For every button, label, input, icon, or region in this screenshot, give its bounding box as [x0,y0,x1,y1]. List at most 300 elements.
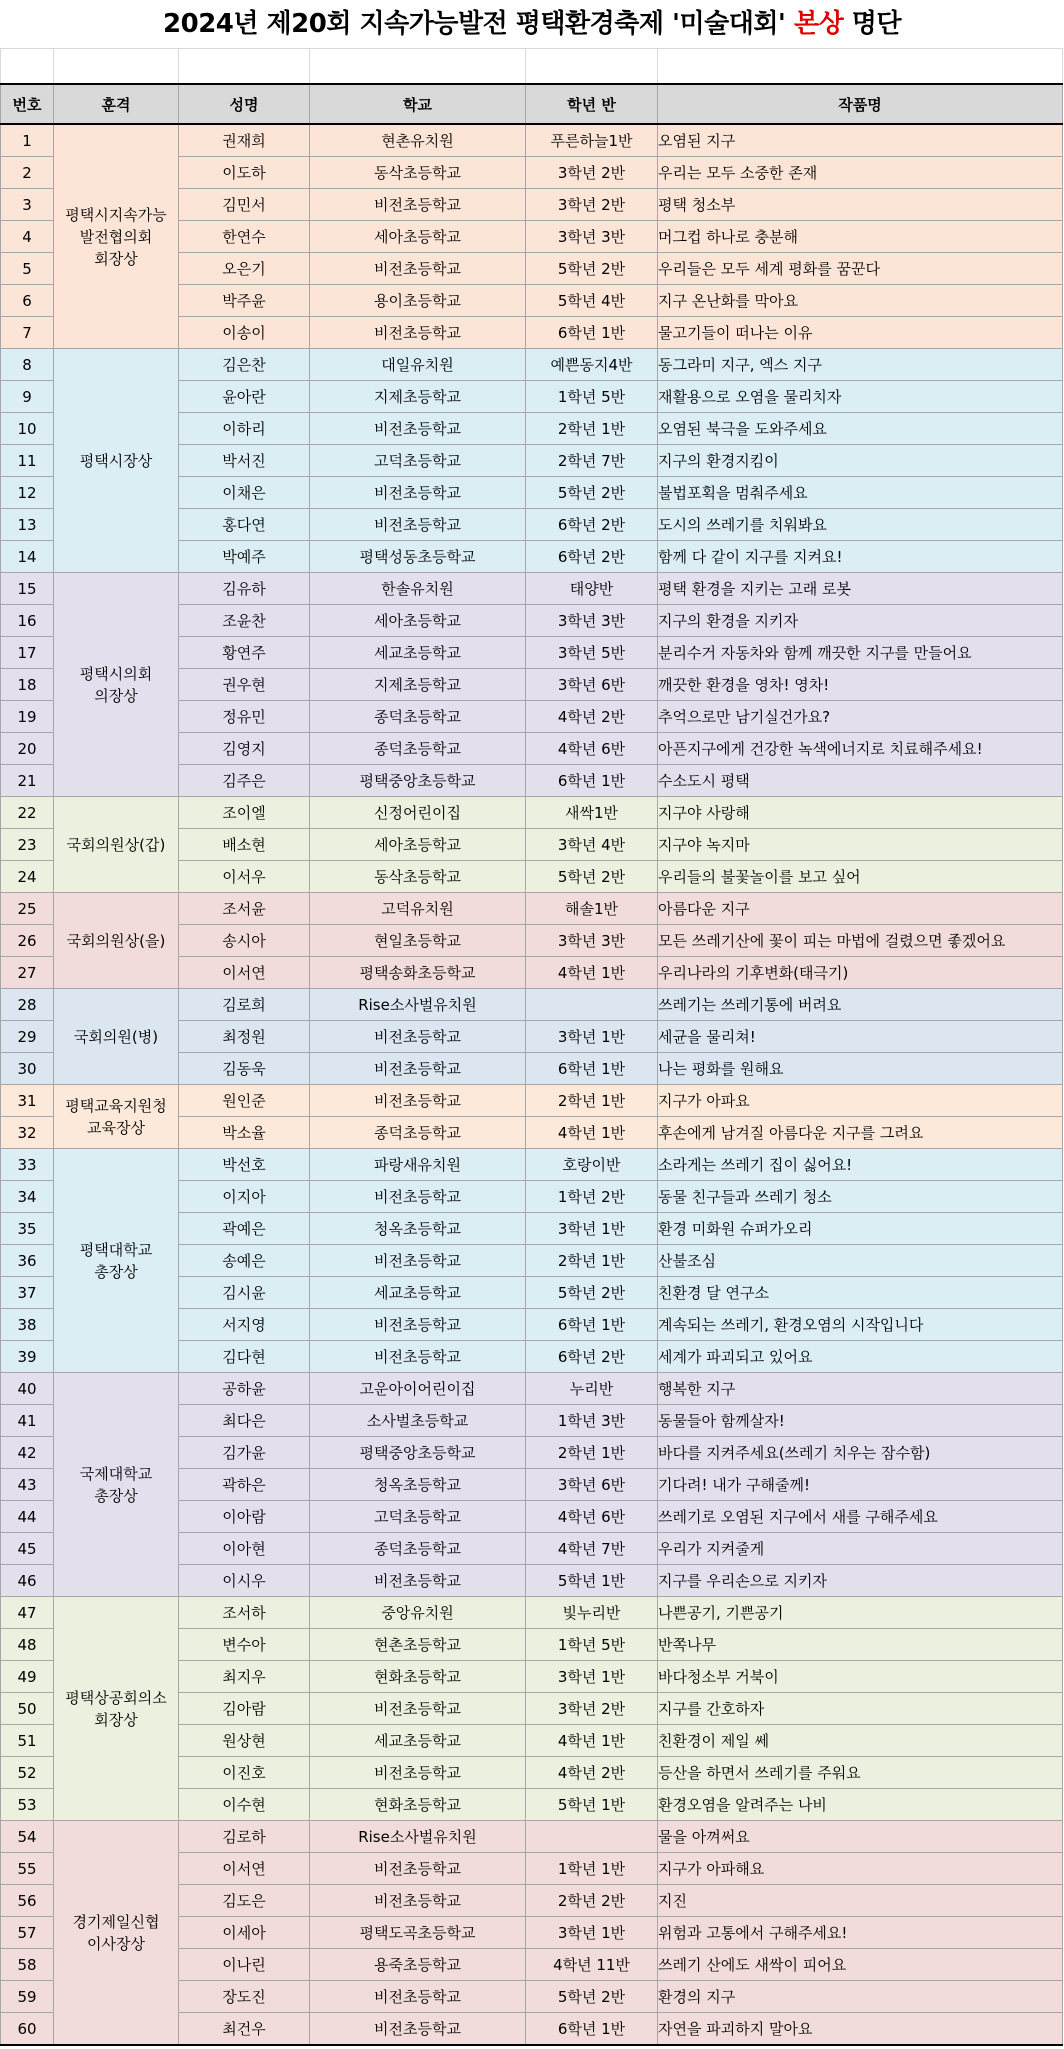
school-cell: 현촌유치원 [310,124,526,157]
number-cell: 32 [1,1117,54,1149]
grade-class-cell [526,989,658,1021]
artwork-title-cell: 아픈지구에게 건강한 녹색에너지로 치료해주세요! [658,733,1063,765]
school-cell: Rise소사벌유치원 [310,1821,526,1853]
school-cell: 평택도곡초등학교 [310,1917,526,1949]
name-cell: 공하윤 [179,1373,310,1405]
award-table [0,48,1063,2046]
name-cell: 조서윤 [179,893,310,925]
header-award: 훈격 [54,84,179,124]
number-cell: 25 [1,893,54,925]
award-cell: 국회의원상(을) [54,893,179,989]
artwork-title-cell: 환경오염을 알려주는 나비 [658,1789,1063,1821]
name-cell: 김유하 [179,573,310,605]
name-cell: 이서연 [179,957,310,989]
number-cell: 28 [1,989,54,1021]
artwork-title-cell: 지구가 아파요 [658,1085,1063,1117]
award-cell: 평택시지속가능 발전협의회 회장상 [54,124,179,349]
name-cell: 황연주 [179,637,310,669]
artwork-title-cell: 나쁜공기, 기쁜공기 [658,1597,1063,1629]
artwork-title-cell: 쓰레기 산에도 새싹이 피어요 [658,1949,1063,1981]
number-cell: 55 [1,1853,54,1885]
grade-class-cell: 3학년 5반 [526,637,658,669]
artwork-title-cell: 지구를 간호하자 [658,1693,1063,1725]
grade-class-cell: 6학년 1반 [526,765,658,797]
school-cell: 종덕초등학교 [310,733,526,765]
artwork-title-cell: 모든 쓰레기산에 꽃이 피는 마법에 걸렸으면 좋겠어요 [658,925,1063,957]
number-cell: 43 [1,1469,54,1501]
artwork-title-cell: 등산을 하면서 쓰레기를 주워요 [658,1757,1063,1789]
name-cell: 김영지 [179,733,310,765]
school-cell: 고운아이어린이집 [310,1373,526,1405]
number-cell: 51 [1,1725,54,1757]
header-school: 학교 [310,84,526,124]
grade-class-cell: 2학년 7반 [526,445,658,477]
name-cell: 김로하 [179,1821,310,1853]
number-cell: 35 [1,1213,54,1245]
grade-class-cell: 3학년 1반 [526,1917,658,1949]
grade-class-cell: 1학년 3반 [526,1405,658,1437]
grade-class-cell: 1학년 5반 [526,381,658,413]
school-cell: 비전초등학교 [310,1085,526,1117]
school-cell: 대일유치원 [310,349,526,381]
grade-class-cell: 3학년 1반 [526,1213,658,1245]
artwork-title-cell: 평택 청소부 [658,189,1063,221]
school-cell: 비전초등학교 [310,1245,526,1277]
grade-class-cell: 새싹1반 [526,797,658,829]
grade-class-cell: 6학년 1반 [526,317,658,349]
grade-class-cell: 푸른하늘1반 [526,124,658,157]
school-cell: 지제초등학교 [310,669,526,701]
number-cell: 44 [1,1501,54,1533]
name-cell: 김주은 [179,765,310,797]
school-cell: 비전초등학교 [310,317,526,349]
artwork-title-cell: 산불조심 [658,1245,1063,1277]
number-cell: 5 [1,253,54,285]
school-cell: 고덕초등학교 [310,445,526,477]
grade-class-cell: 5학년 1반 [526,1789,658,1821]
school-cell: 종덕초등학교 [310,701,526,733]
school-cell: 비전초등학교 [310,413,526,445]
name-cell: 김다현 [179,1341,310,1373]
school-cell: 비전초등학교 [310,189,526,221]
number-cell: 60 [1,2013,54,2046]
number-cell: 17 [1,637,54,669]
name-cell: 조서하 [179,1597,310,1629]
number-cell: 52 [1,1757,54,1789]
grade-class-cell: 6학년 2반 [526,1341,658,1373]
artwork-title-cell: 소라게는 쓰레기 집이 싫어요! [658,1149,1063,1181]
school-cell: 비전초등학교 [310,1981,526,2013]
artwork-title-cell: 지구 온난화를 막아요 [658,285,1063,317]
name-cell: 배소현 [179,829,310,861]
school-cell: 비전초등학교 [310,1181,526,1213]
school-cell: 소사벌초등학교 [310,1405,526,1437]
grade-class-cell: 6학년 2반 [526,509,658,541]
name-cell: 김도은 [179,1885,310,1917]
number-cell: 3 [1,189,54,221]
grade-class-cell: 1학년 2반 [526,1181,658,1213]
table-row [1,1597,1063,1629]
number-cell: 33 [1,1149,54,1181]
award-cell: 평택교육지원청 교육장상 [54,1085,179,1149]
grade-class-cell: 2학년 1반 [526,1245,658,1277]
name-cell: 한연수 [179,221,310,253]
school-cell: 비전초등학교 [310,1565,526,1597]
name-cell: 김동욱 [179,1053,310,1085]
artwork-title-cell: 물을 아껴써요 [658,1821,1063,1853]
grade-class-cell: 3학년 1반 [526,1021,658,1053]
number-cell: 37 [1,1277,54,1309]
artwork-title-cell: 우리는 모두 소중한 존재 [658,157,1063,189]
artwork-title-cell: 바다청소부 거북이 [658,1661,1063,1693]
name-cell: 최지우 [179,1661,310,1693]
artwork-title-cell: 불법포획을 멈춰주세요 [658,477,1063,509]
artwork-title-cell: 머그컵 하나로 충분해 [658,221,1063,253]
grade-class-cell: 5학년 4반 [526,285,658,317]
school-cell: 비전초등학교 [310,1053,526,1085]
artwork-title-cell: 환경의 지구 [658,1981,1063,2013]
name-cell: 이지아 [179,1181,310,1213]
school-cell: 세교초등학교 [310,1277,526,1309]
number-cell: 18 [1,669,54,701]
table-row [1,349,1063,381]
number-cell: 20 [1,733,54,765]
school-cell: 고덕유치원 [310,893,526,925]
school-cell: 지제초등학교 [310,381,526,413]
name-cell: 이서우 [179,861,310,893]
number-cell: 30 [1,1053,54,1085]
number-cell: 11 [1,445,54,477]
number-cell: 14 [1,541,54,573]
school-cell: 파랑새유치원 [310,1149,526,1181]
grade-class-cell: 예쁜동지4반 [526,349,658,381]
school-cell: 청옥초등학교 [310,1213,526,1245]
school-cell: 종덕초등학교 [310,1533,526,1565]
school-cell: 비전초등학교 [310,2013,526,2046]
grade-class-cell: 3학년 4반 [526,829,658,861]
number-cell: 57 [1,1917,54,1949]
table-row [1,1149,1063,1181]
artwork-title-cell: 반쪽나무 [658,1629,1063,1661]
school-cell: 평택중앙초등학교 [310,765,526,797]
school-cell: 비전초등학교 [310,1693,526,1725]
artwork-title-cell: 행복한 지구 [658,1373,1063,1405]
award-cell: 국회의원상(갑) [54,797,179,893]
grade-class-cell: 4학년 7반 [526,1533,658,1565]
artwork-title-cell: 나는 평화를 원해요 [658,1053,1063,1085]
grade-class-cell: 6학년 1반 [526,1309,658,1341]
table-row [1,1085,1063,1117]
name-cell: 원상현 [179,1725,310,1757]
artwork-title-cell: 세균을 물리쳐! [658,1021,1063,1053]
grade-class-cell: 3학년 2반 [526,189,658,221]
school-cell: 세교초등학교 [310,637,526,669]
grade-class-cell: 3학년 2반 [526,1693,658,1725]
school-cell: 세교초등학교 [310,1725,526,1757]
grade-class-cell: 5학년 2반 [526,861,658,893]
grade-class-cell: 3학년 3반 [526,925,658,957]
artwork-title-cell: 쓰레기는 쓰레기통에 버려요 [658,989,1063,1021]
artwork-title-cell: 우리가 지켜줄게 [658,1533,1063,1565]
artwork-title-cell: 재활용으로 오염을 물리치자 [658,381,1063,413]
name-cell: 이아현 [179,1533,310,1565]
number-cell: 12 [1,477,54,509]
artwork-title-cell: 자연을 파괴하지 말아요 [658,2013,1063,2046]
name-cell: 권재희 [179,124,310,157]
number-cell: 10 [1,413,54,445]
number-cell: 45 [1,1533,54,1565]
grade-class-cell: 5학년 2반 [526,1981,658,2013]
artwork-title-cell: 동물 친구들과 쓰레기 청소 [658,1181,1063,1213]
number-cell: 49 [1,1661,54,1693]
school-cell: 청옥초등학교 [310,1469,526,1501]
name-cell: 권우현 [179,669,310,701]
grade-class-cell: 태양반 [526,573,658,605]
artwork-title-cell: 지구가 아파해요 [658,1853,1063,1885]
number-cell: 8 [1,349,54,381]
name-cell: 변수아 [179,1629,310,1661]
artwork-title-cell: 우리들의 불꽃놀이를 보고 싶어 [658,861,1063,893]
name-cell: 이서연 [179,1853,310,1885]
name-cell: 김은찬 [179,349,310,381]
name-cell: 이채은 [179,477,310,509]
school-cell: 동삭초등학교 [310,861,526,893]
school-cell: 세아초등학교 [310,605,526,637]
page-title [0,0,1064,48]
grade-class-cell: 2학년 2반 [526,1885,658,1917]
number-cell: 1 [1,124,54,157]
name-cell: 김아람 [179,1693,310,1725]
school-cell: 종덕초등학교 [310,1117,526,1149]
school-cell: 비전초등학교 [310,1757,526,1789]
school-cell: 신정어린이집 [310,797,526,829]
header-number: 번호 [1,84,54,124]
grade-class-cell: 2학년 1반 [526,1085,658,1117]
number-cell: 41 [1,1405,54,1437]
grade-class-cell: 해솔1반 [526,893,658,925]
number-cell: 7 [1,317,54,349]
grade-class-cell: 4학년 2반 [526,1757,658,1789]
school-cell: 비전초등학교 [310,1309,526,1341]
artwork-title-cell: 바다를 지켜주세요(쓰레기 치우는 잠수함) [658,1437,1063,1469]
table-row [1,797,1063,829]
name-cell: 박서진 [179,445,310,477]
artwork-title-cell: 추억으로만 남기실건가요? [658,701,1063,733]
number-cell: 46 [1,1565,54,1597]
artwork-title-cell: 지구야 사랑해 [658,797,1063,829]
name-cell: 이하리 [179,413,310,445]
number-cell: 53 [1,1789,54,1821]
grade-class-cell: 호랑이반 [526,1149,658,1181]
award-cell: 평택상공회의소 회장상 [54,1597,179,1821]
number-cell: 2 [1,157,54,189]
name-cell: 이진호 [179,1757,310,1789]
artwork-title-cell: 수소도시 평택 [658,765,1063,797]
header-row [1,84,1063,124]
grade-class-cell: 5학년 2반 [526,253,658,285]
artwork-title-cell: 분리수거 자동차와 함께 깨끗한 지구를 만들어요 [658,637,1063,669]
grade-class-cell: 3학년 6반 [526,1469,658,1501]
number-cell: 42 [1,1437,54,1469]
title-highlight: 본상 [793,9,844,39]
award-cell: 평택시장상 [54,349,179,573]
number-cell: 16 [1,605,54,637]
name-cell: 송예은 [179,1245,310,1277]
title-suffix: 명단 [843,9,901,39]
table-row [1,573,1063,605]
name-cell: 이송이 [179,317,310,349]
school-cell: 비전초등학교 [310,253,526,285]
number-cell: 27 [1,957,54,989]
table-row [1,124,1063,157]
artwork-title-cell: 물고기들이 떠나는 이유 [658,317,1063,349]
header-artwork-title: 작품명 [658,84,1063,124]
school-cell: 비전초등학교 [310,1341,526,1373]
number-cell: 31 [1,1085,54,1117]
award-cell: 경기제일신협 이사장상 [54,1821,179,2046]
school-cell: 비전초등학교 [310,477,526,509]
grade-class-cell: 6학년 1반 [526,2013,658,2046]
name-cell: 송시아 [179,925,310,957]
grade-class-cell [526,1821,658,1853]
artwork-title-cell: 오염된 북극을 도와주세요 [658,413,1063,445]
number-cell: 6 [1,285,54,317]
number-cell: 48 [1,1629,54,1661]
artwork-title-cell: 계속되는 쓰레기, 환경오염의 시작입니다 [658,1309,1063,1341]
artwork-title-cell: 평택 환경을 지키는 고래 로봇 [658,573,1063,605]
artwork-title-cell: 동그라미 지구, 엑스 지구 [658,349,1063,381]
school-cell: 현화초등학교 [310,1789,526,1821]
name-cell: 윤아란 [179,381,310,413]
number-cell: 26 [1,925,54,957]
award-cell: 국회의원(병) [54,989,179,1085]
school-cell: Rise소사벌유치원 [310,989,526,1021]
number-cell: 19 [1,701,54,733]
grade-class-cell: 빛누리반 [526,1597,658,1629]
name-cell: 조이엘 [179,797,310,829]
number-cell: 24 [1,861,54,893]
name-cell: 이세아 [179,1917,310,1949]
name-cell: 최다은 [179,1405,310,1437]
number-cell: 54 [1,1821,54,1853]
grade-class-cell: 1학년 5반 [526,1629,658,1661]
header-grade-class: 학년 반 [526,84,658,124]
grade-class-cell: 4학년 1반 [526,957,658,989]
artwork-title-cell: 지구야 녹지마 [658,829,1063,861]
artwork-title-cell: 세계가 파괴되고 있어요 [658,1341,1063,1373]
grade-class-cell: 4학년 6반 [526,733,658,765]
grade-class-cell: 3학년 1반 [526,1661,658,1693]
school-cell: 비전초등학교 [310,509,526,541]
name-cell: 이나린 [179,1949,310,1981]
grade-class-cell: 4학년 6반 [526,1501,658,1533]
award-cell: 평택대학교 총장상 [54,1149,179,1373]
grade-class-cell: 4학년 2반 [526,701,658,733]
number-cell: 39 [1,1341,54,1373]
title-text: 2024년 제20회 지속가능발전 평택환경축제 '미술대회' [163,9,794,39]
grade-class-cell: 5학년 2반 [526,1277,658,1309]
table-row [1,1821,1063,1853]
name-cell: 김가윤 [179,1437,310,1469]
name-cell: 최정원 [179,1021,310,1053]
number-cell: 15 [1,573,54,605]
artwork-title-cell: 지구를 우리손으로 지키자 [658,1565,1063,1597]
grade-class-cell: 4학년 11반 [526,1949,658,1981]
name-cell: 서지영 [179,1309,310,1341]
school-cell: 용이초등학교 [310,285,526,317]
name-cell: 곽예은 [179,1213,310,1245]
grade-class-cell: 4학년 1반 [526,1117,658,1149]
artwork-title-cell: 아름다운 지구 [658,893,1063,925]
school-cell: 비전초등학교 [310,1885,526,1917]
artwork-title-cell: 위험과 고통에서 구해주세요! [658,1917,1063,1949]
artwork-title-cell: 도시의 쓰레기를 치워봐요 [658,509,1063,541]
grade-class-cell: 3학년 2반 [526,157,658,189]
school-cell: 평택중앙초등학교 [310,1437,526,1469]
grade-class-cell: 5학년 2반 [526,477,658,509]
name-cell: 박주윤 [179,285,310,317]
school-cell: 한솔유치원 [310,573,526,605]
number-cell: 50 [1,1693,54,1725]
school-cell: 중앙유치원 [310,1597,526,1629]
grade-class-cell: 3학년 3반 [526,221,658,253]
artwork-title-cell: 오염된 지구 [658,124,1063,157]
grade-class-cell: 3학년 3반 [526,605,658,637]
name-cell: 박예주 [179,541,310,573]
number-cell: 47 [1,1597,54,1629]
school-cell: 비전초등학교 [310,1853,526,1885]
number-cell: 21 [1,765,54,797]
name-cell: 이도하 [179,157,310,189]
blank-row [1,49,1063,85]
name-cell: 박소율 [179,1117,310,1149]
number-cell: 58 [1,1949,54,1981]
artwork-title-cell: 동물들아 함께살자! [658,1405,1063,1437]
header-name: 성명 [179,84,310,124]
name-cell: 장도진 [179,1981,310,2013]
grade-class-cell: 누리반 [526,1373,658,1405]
school-cell: 평택송화초등학교 [310,957,526,989]
school-cell: 평택성동초등학교 [310,541,526,573]
name-cell: 홍다연 [179,509,310,541]
name-cell: 곽하은 [179,1469,310,1501]
school-cell: 비전초등학교 [310,1021,526,1053]
name-cell: 이아람 [179,1501,310,1533]
name-cell: 이시우 [179,1565,310,1597]
grade-class-cell: 1학년 1반 [526,1853,658,1885]
grade-class-cell: 5학년 1반 [526,1565,658,1597]
grade-class-cell: 2학년 1반 [526,1437,658,1469]
number-cell: 59 [1,1981,54,2013]
number-cell: 13 [1,509,54,541]
artwork-title-cell: 친환경 달 연구소 [658,1277,1063,1309]
grade-class-cell: 6학년 2반 [526,541,658,573]
award-cell: 국제대학교 총장상 [54,1373,179,1597]
artwork-title-cell: 우리나라의 기후변화(태극기) [658,957,1063,989]
number-cell: 9 [1,381,54,413]
table-row [1,989,1063,1021]
name-cell: 정유민 [179,701,310,733]
grade-class-cell: 6학년 1반 [526,1053,658,1085]
number-cell: 34 [1,1181,54,1213]
artwork-title-cell: 기다려! 내가 구해줄께! [658,1469,1063,1501]
number-cell: 56 [1,1885,54,1917]
name-cell: 김로희 [179,989,310,1021]
grade-class-cell: 4학년 1반 [526,1725,658,1757]
grade-class-cell: 3학년 6반 [526,669,658,701]
name-cell: 조윤찬 [179,605,310,637]
artwork-title-cell: 친환경이 제일 쎄 [658,1725,1063,1757]
